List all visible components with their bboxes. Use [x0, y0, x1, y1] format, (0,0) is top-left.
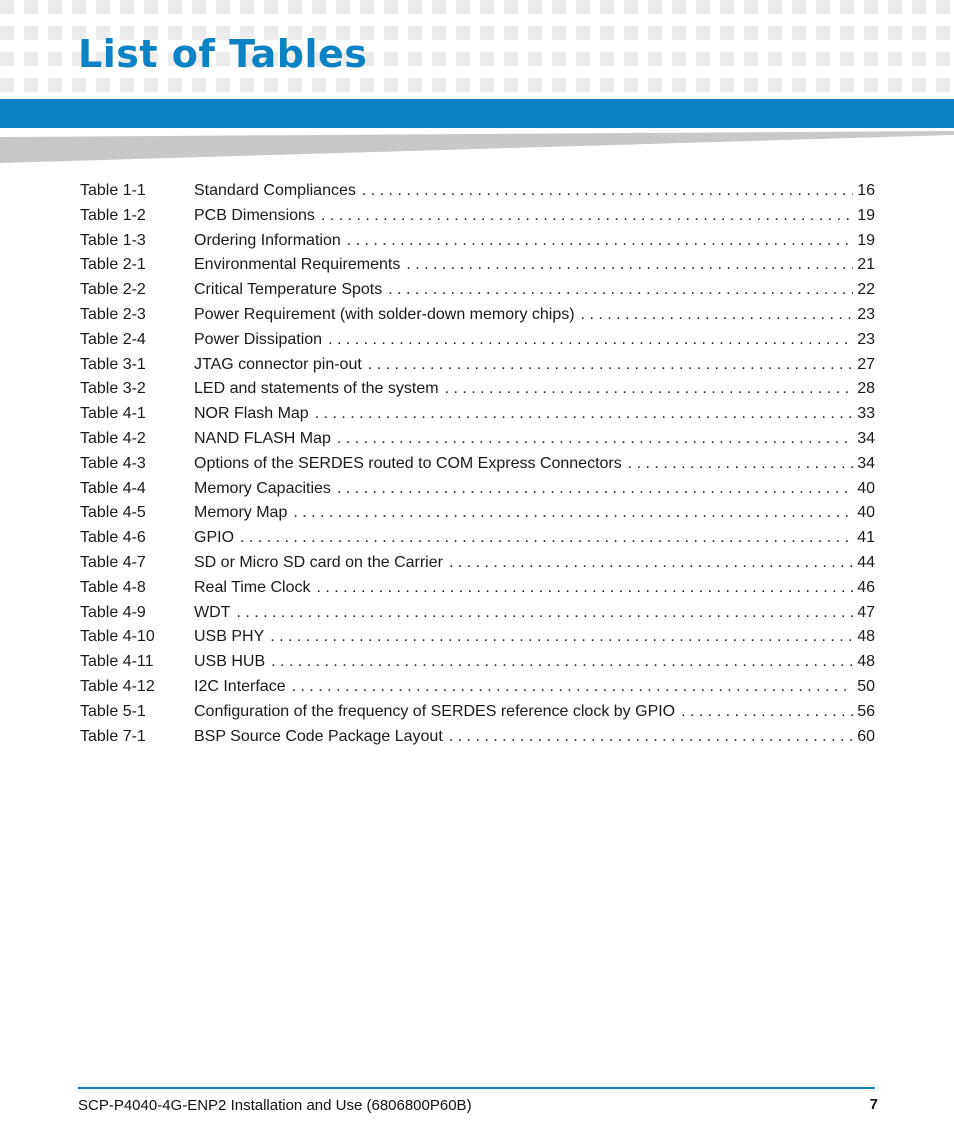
toc-entry-number: Table 1-3 [80, 231, 146, 249]
toc-dot-leader [368, 356, 853, 374]
toc-dot-leader [328, 331, 853, 349]
toc-entry-title: JTAG connector pin-out [194, 355, 362, 373]
toc-entry-number: Table 2-3 [80, 305, 146, 323]
toc-entry[interactable] [80, 529, 875, 554]
footer-page-number: 7 [869, 1096, 878, 1113]
toc-entry-page: 21 [857, 256, 875, 274]
toc-entry-title: NAND FLASH Map [194, 429, 331, 447]
toc-entry-page: 48 [857, 653, 875, 671]
toc-entry-page: 34 [857, 429, 875, 447]
toc-entry[interactable] [80, 653, 875, 678]
toc-entry-number: Table 4-3 [80, 454, 146, 472]
toc-entry[interactable] [80, 331, 875, 356]
toc-entry-page: 23 [857, 305, 875, 323]
toc-dot-leader [292, 678, 854, 696]
toc-entry[interactable] [80, 455, 875, 480]
toc-dot-leader [347, 232, 853, 250]
toc-entry-title: Configuration of the frequency of SERDES reference clock by GPIO [194, 702, 676, 720]
page-title: List of Tables [78, 32, 368, 76]
toc-dot-leader [388, 281, 853, 299]
toc-dot-leader [362, 182, 853, 200]
toc-entry[interactable] [80, 207, 875, 232]
toc-dot-leader [445, 380, 854, 398]
toc-entry-page: 60 [857, 727, 875, 745]
toc-entry-page: 44 [857, 553, 875, 571]
toc-entry-number: Table 4-7 [80, 553, 146, 571]
toc-entry-title: GPIO [194, 529, 235, 547]
toc-entry-number: Table 3-2 [80, 380, 146, 398]
toc-entry-page: 23 [857, 330, 875, 348]
toc-entry-title: Critical Temperature Spots [194, 281, 383, 299]
toc-dot-leader [449, 728, 853, 746]
toc-entry-title: Real Time Clock [194, 578, 311, 596]
toc-entry[interactable] [80, 356, 875, 381]
toc-entry[interactable] [80, 504, 875, 529]
toc-dot-leader [337, 430, 853, 448]
toc-entry-title: Options of the SERDES routed to COM Express Connectors [194, 454, 622, 472]
toc-entry-page: 40 [857, 479, 875, 497]
toc-entry-page: 48 [857, 628, 875, 646]
toc-entry-number: Table 4-6 [80, 529, 146, 547]
toc-dot-leader [321, 207, 853, 225]
toc-dot-leader [449, 554, 853, 572]
toc-entry[interactable] [80, 306, 875, 331]
toc-dot-leader [270, 628, 853, 646]
toc-entry-number: Table 4-5 [80, 504, 146, 522]
toc-entry-number: Table 2-1 [80, 256, 146, 274]
toc-dot-leader [293, 504, 853, 522]
toc-entry-number: Table 2-4 [80, 330, 146, 348]
toc-entry[interactable] [80, 281, 875, 306]
toc-entry-title: I2C Interface [194, 677, 286, 695]
toc-entry-number: Table 7-1 [80, 727, 146, 745]
toc-entry[interactable] [80, 232, 875, 257]
toc-entry-number: Table 4-2 [80, 429, 146, 447]
toc-dot-leader [581, 306, 854, 324]
header-grey-wedge [0, 131, 954, 163]
toc-entry-page: 27 [857, 355, 875, 373]
toc-entry[interactable] [80, 256, 875, 281]
toc-entry-title: BSP Source Code Package Layout [194, 727, 443, 745]
toc-entry-number: Table 4-11 [80, 653, 154, 671]
toc-entry-title: LED and statements of the system [194, 380, 439, 398]
toc-entry-title: PCB Dimensions [194, 206, 315, 224]
toc-entry-page: 56 [857, 702, 875, 720]
toc-entry-number: Table 1-2 [80, 206, 146, 224]
toc-entry-title: Memory Capacities [194, 479, 331, 497]
toc-entry[interactable] [80, 182, 875, 207]
toc-entry-title: Environmental Requirements [194, 256, 401, 274]
toc-dot-leader [316, 579, 853, 597]
toc-entry[interactable] [80, 480, 875, 505]
toc-entry-page: 46 [857, 578, 875, 596]
toc-entry-title: Ordering Information [194, 231, 341, 249]
toc-entry[interactable] [80, 579, 875, 604]
toc-dot-leader [681, 703, 853, 721]
toc-dot-leader [240, 529, 853, 547]
toc-entry-page: 33 [857, 405, 875, 423]
header-blue-band [0, 99, 954, 128]
toc-entry[interactable] [80, 430, 875, 455]
toc-entry-page: 22 [857, 281, 875, 299]
toc-entry-page: 28 [857, 380, 875, 398]
toc-entry[interactable] [80, 728, 875, 753]
toc-entry-title: SD or Micro SD card on the Carrier [194, 553, 443, 571]
toc-entry-title: USB PHY [194, 628, 265, 646]
toc-entry-page: 16 [857, 182, 875, 199]
list-of-tables [80, 182, 875, 752]
toc-entry-number: Table 5-1 [80, 702, 146, 720]
toc-entry-number: Table 1-1 [80, 182, 146, 199]
toc-dot-leader [271, 653, 853, 671]
toc-entry-title: Standard Compliances [194, 182, 356, 199]
toc-entry-title: NOR Flash Map [194, 405, 309, 423]
toc-entry-number: Table 4-9 [80, 603, 146, 621]
toc-entry-page: 47 [857, 603, 875, 621]
toc-entry[interactable] [80, 628, 875, 653]
toc-entry-number: Table 4-1 [80, 405, 146, 423]
toc-entry-number: Table 4-4 [80, 479, 146, 497]
toc-entry-number: Table 4-12 [80, 677, 155, 695]
toc-entry-title: Power Requirement (with solder-down memory chips) [194, 305, 575, 323]
toc-dot-leader [337, 480, 853, 498]
toc-dot-leader [315, 405, 854, 423]
footer-rule [78, 1087, 875, 1089]
toc-entry-number: Table 2-2 [80, 281, 146, 299]
toc-entry-title: WDT [194, 603, 231, 621]
toc-dot-leader [236, 604, 853, 622]
toc-entry-page: 19 [857, 231, 875, 249]
toc-entry-page: 40 [857, 504, 875, 522]
toc-entry[interactable] [80, 678, 875, 703]
toc-entry-page: 41 [857, 529, 875, 547]
toc-entry[interactable] [80, 405, 875, 430]
toc-dot-leader [406, 256, 853, 274]
toc-entry-number: Table 3-1 [80, 355, 146, 373]
toc-entry-page: 34 [857, 454, 875, 472]
toc-entry[interactable] [80, 554, 875, 579]
toc-entry-page: 19 [857, 206, 875, 224]
toc-entry-title: Memory Map [194, 504, 288, 522]
toc-entry-title: Power Dissipation [194, 330, 323, 348]
toc-entry-page: 50 [857, 677, 875, 695]
toc-entry[interactable] [80, 380, 875, 405]
toc-dot-leader [628, 455, 853, 473]
toc-entry-number: Table 4-8 [80, 578, 146, 596]
toc-entry-number: Table 4-10 [80, 628, 155, 646]
toc-entry-title: USB HUB [194, 653, 266, 671]
toc-entry[interactable] [80, 703, 875, 728]
toc-entry[interactable] [80, 604, 875, 629]
footer-document-title: SCP-P4040-4G-ENP2 Installation and Use (6806800P60B) [78, 1097, 472, 1114]
